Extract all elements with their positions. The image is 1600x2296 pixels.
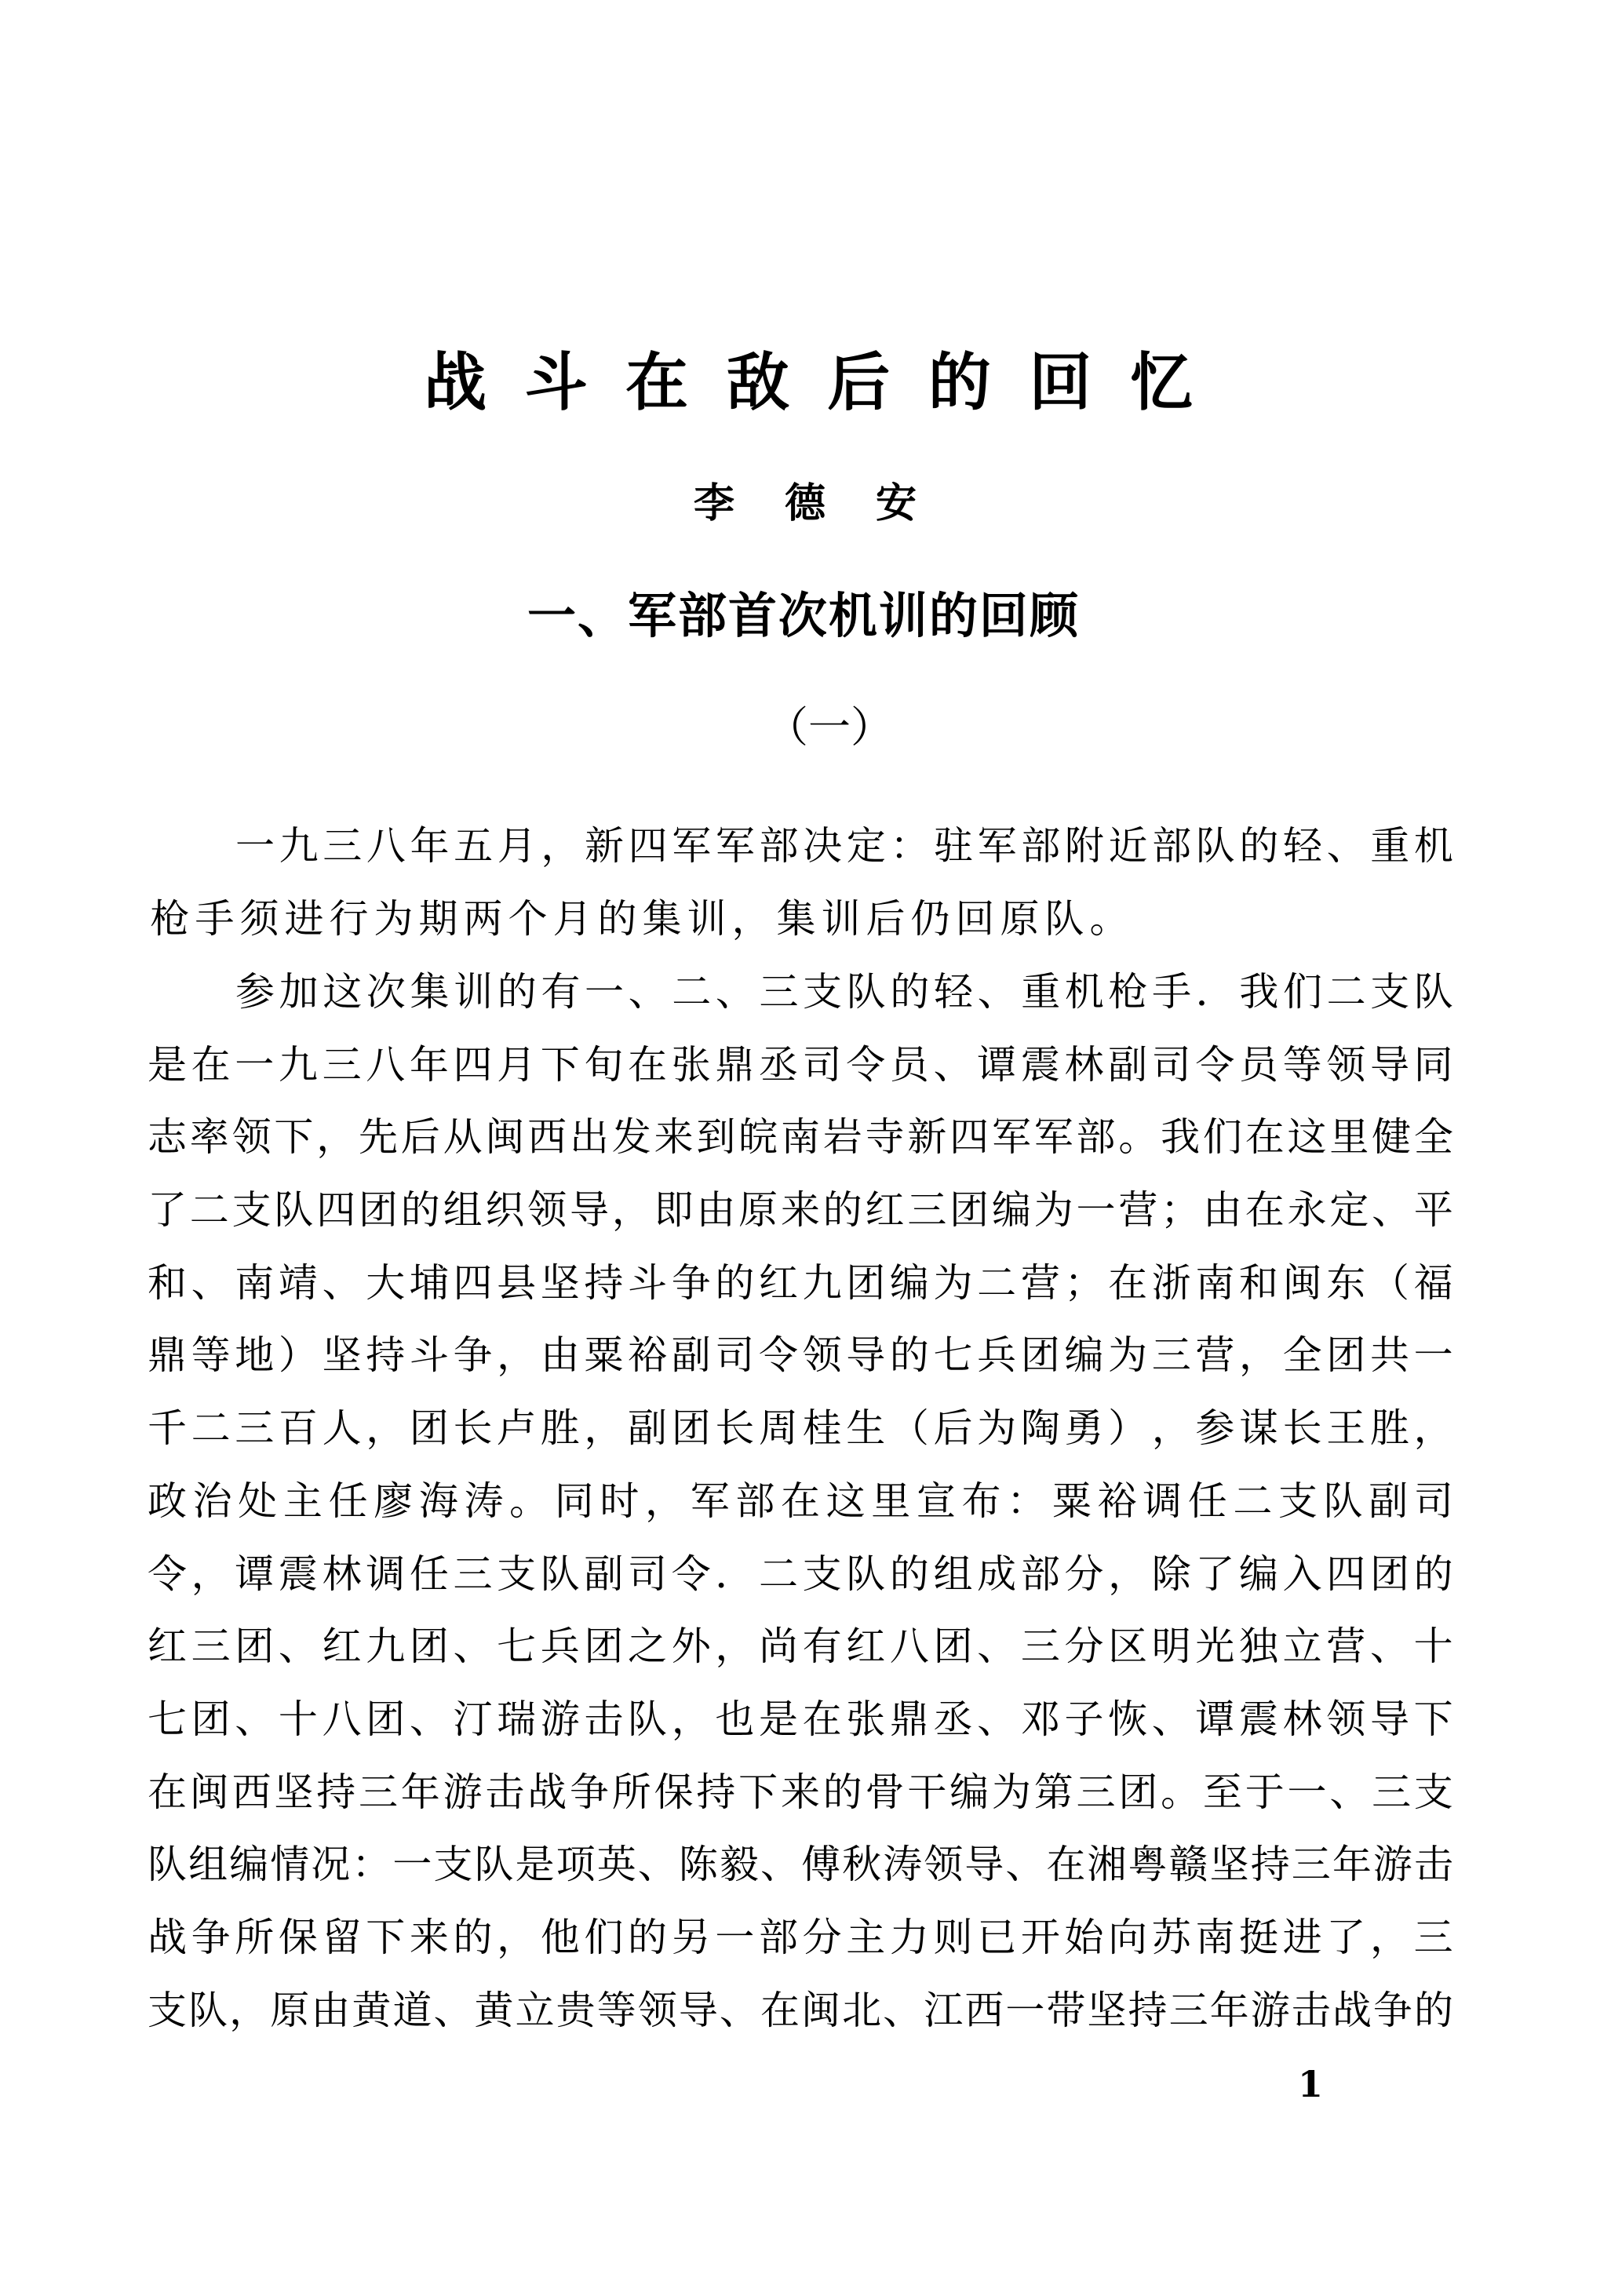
- author-name: 李 德 安: [694, 480, 917, 527]
- body-line: 志 率 领 下 ， 先 后 从 闽 西 出 发 来 到 皖 南 岩 寺 新 四 军 军 部 。 我 们 在 这 里 健 全: [148, 1114, 1453, 1160]
- section-heading: 一 、 军 部 首 次 机 训 的 回 顾: [527, 587, 1078, 644]
- body-line: 参 加 这 次 集 训 的 有 一 、 二 、 三 支 队 的 轻 、 重 机 枪 手 ． 我 们 二 支 队: [235, 969, 1453, 1015]
- body-line: 鼎 等 地 ） 坚 持 斗 争 ， 由 粟 裕 副 司 令 领 导 的 七 兵 团 编 为 三 营 ， 全 团 共 一: [148, 1332, 1453, 1378]
- body-line: 在 闽 西 坚 持 三 年 游 击 战 争 所 保 持 下 来 的 骨 干 编 为 第 三 团 。 至 于 一 、 三 支: [148, 1769, 1453, 1815]
- body-line: 队 组 编 情 况 ： 一 支 队 是 项 英 、 陈 毅 、 傅 秋 涛 领 导 、 在 湘 粤 赣 坚 持 三 年 游 击: [148, 1842, 1453, 1887]
- body-line: 政 治 处 主 任 廖 海 涛 。 同 时 ， 军 部 在 这 里 宣 布 ： 粟 裕 调 任 二 支 队 副 司: [148, 1478, 1453, 1524]
- body-line: 一 九 三 八 年 五 月 ， 新 四 军 军 部 决 定 ： 驻 军 部 附 近 部 队 的 轻 、 重 机: [235, 823, 1453, 869]
- body-line: 支 队 ， 原 由 黄 道 、 黄 立 贵 等 领 导 、 在 闽 北 、 江 西 一 带 坚 持 三 年 游 击 战 争 的: [148, 1988, 1453, 2033]
- body-line: 红 三 团 、 红 九 团 、 七 兵 团 之 外 ， 尚 有 红 八 团 、 三 分 区 明 光 独 立 营 、 十: [148, 1624, 1453, 1669]
- document-title: 战 斗 在 敌 后 的 回 忆: [424, 346, 1193, 419]
- body-line: 了 二 支 队 四 团 的 组 织 领 导 ， 即 由 原 来 的 红 三 团 编 为 一 营 ； 由 在 永 定 、 平: [148, 1187, 1453, 1233]
- body-line: 七 团 、 十 八 团 、 汀 瑞 游 击 队 ， 也 是 在 张 鼎 丞 、 邓 子 恢 、 谭 震 林 领 导 下: [148, 1696, 1453, 1742]
- body-line: 是 在 一 九 三 八 年 四 月 下 旬 在 张 鼎 丞 司 令 员 、 谭 震 林 副 司 令 员 等 领 导 同: [148, 1042, 1453, 1088]
- body-line: 令 ， 谭 震 林 调 任 三 支 队 副 司 令 ． 二 支 队 的 组 成 部 分 ， 除 了 编 入 四 团 的: [148, 1551, 1453, 1597]
- body-line: 战 争 所 保 留 下 来 的 ， 他 们 的 另 一 部 分 主 力 则 已 开 始 向 苏 南 挺 进 了 ， 三: [148, 1915, 1453, 1960]
- page-number: 1: [1297, 2063, 1323, 2105]
- body-line: 千 二 三 百 人 ， 团 长 卢 胜 ， 副 团 长 周 桂 生 （ 后 为 陶 勇 ） ， 参 谋 长 王 胜 ，: [148, 1405, 1453, 1451]
- body-line: 和 、 南 靖 、 大 埔 四 县 坚 持 斗 争 的 红 九 团 编 为 二 营 ； 在 浙 南 和 闽 东 （ 福: [148, 1260, 1453, 1306]
- body-line: 枪 手 须 进 行 为 期 两 个 月 的 集 训 ， 集 训 后 仍 回 原 队 。: [150, 896, 1129, 942]
- subsection-number: （ 一 ）: [766, 702, 893, 752]
